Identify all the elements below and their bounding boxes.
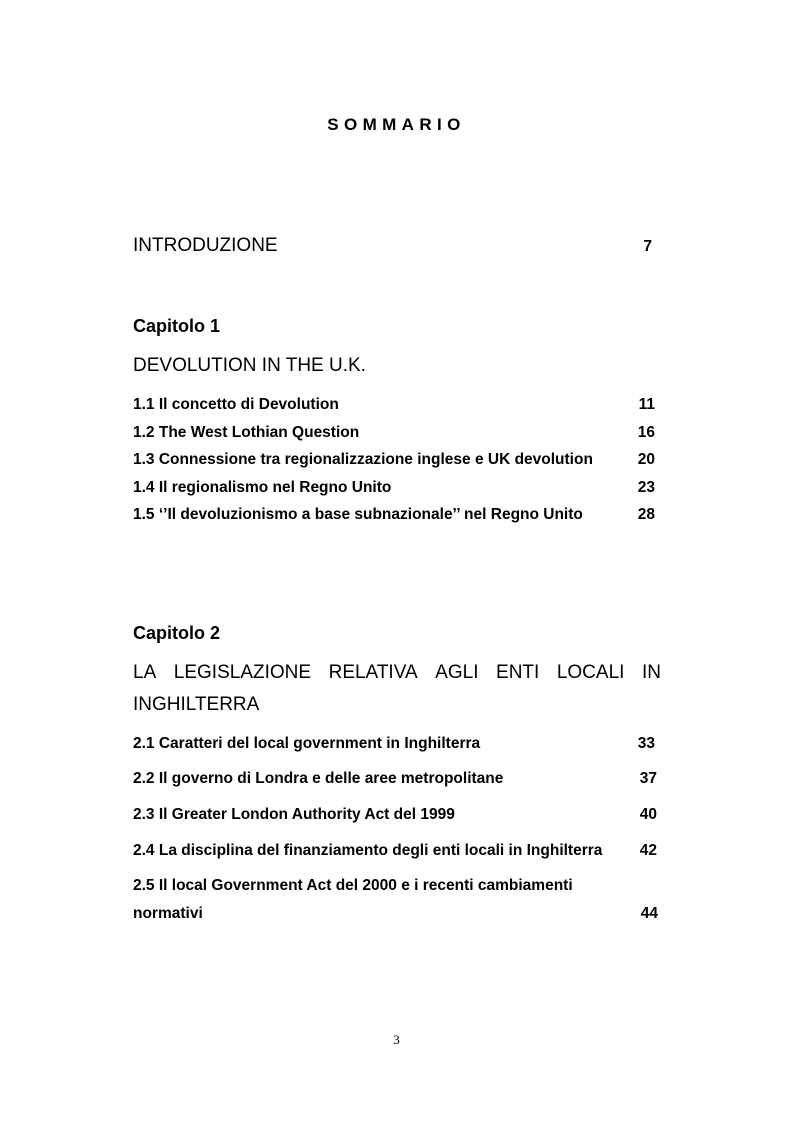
toc-page-2-1: 33 <box>637 735 655 752</box>
page-title: SOMMARIO <box>327 115 466 134</box>
chapter-2-title-word: ENTI <box>496 662 540 683</box>
toc-entry-1-3: 1.3 Connessione tra regionalizzazione inglese e UK devolution <box>133 451 593 468</box>
toc-page-1-3: 20 <box>637 451 655 468</box>
chapter-2-title-word: RELATIVA <box>328 662 418 683</box>
chapter-2-title-word: IN <box>641 662 661 683</box>
toc-page-1-1: 11 <box>638 396 655 413</box>
chapter-2-title-word: AGLI <box>435 662 479 683</box>
toc-page-1-2: 16 <box>637 424 655 441</box>
toc-entry-1-2: 1.2 The West Lothian Question <box>133 424 360 441</box>
chapter-1-title: DEVOLUTION IN THE U.K. <box>133 355 366 376</box>
toc-entry-2-2: 2.2 Il governo di Londra e delle aree metropolitane <box>133 770 504 787</box>
toc-entry-1-1: 1.1 Il concetto di Devolution <box>133 396 339 413</box>
chapter-2-title-word: LOCALI <box>556 662 625 683</box>
intro-page: 7 <box>643 238 652 255</box>
chapter-1-label: Capitolo 1 <box>133 316 221 336</box>
toc-entry-1-4: 1.4 Il regionalismo nel Regno Unito <box>133 479 392 496</box>
toc-entry-1-5: 1.5 ‘’Il devoluzionismo a base subnazionale’’ nel Regno Unito <box>133 506 583 523</box>
toc-page-2-5: 44 <box>640 905 658 922</box>
toc-entry-2-5-line1: 2.5 Il local Government Act del 2000 e i recenti cambiamenti <box>133 877 573 894</box>
toc-page-2-2: 37 <box>639 770 657 787</box>
toc-page-2-3: 40 <box>639 806 657 823</box>
chapter-2-title-word: LA <box>133 662 157 683</box>
chapter-2-label: Capitolo 2 <box>133 623 221 643</box>
chapter-2-title-line1 <box>133 662 661 684</box>
toc-page-1-5: 28 <box>637 506 655 523</box>
intro-label: INTRODUZIONE <box>133 235 278 256</box>
chapter-2-title-word: LEGISLAZIONE <box>173 662 312 683</box>
page-number: 3 <box>393 1032 400 1047</box>
chapter-2-title-line2: INGHILTERRA <box>133 694 260 715</box>
toc-page-2-4: 42 <box>639 842 657 859</box>
toc-entry-2-4: 2.4 La disciplina del finanziamento degli enti locali in Inghilterra <box>133 842 603 859</box>
toc-page-1-4: 23 <box>637 479 655 496</box>
toc-entry-2-3: 2.3 Il Greater London Authority Act del 1999 <box>133 806 455 823</box>
toc-entry-2-1: 2.1 Caratteri del local government in Inghilterra <box>133 735 481 752</box>
toc-entry-2-5-line2: normativi <box>133 905 203 922</box>
